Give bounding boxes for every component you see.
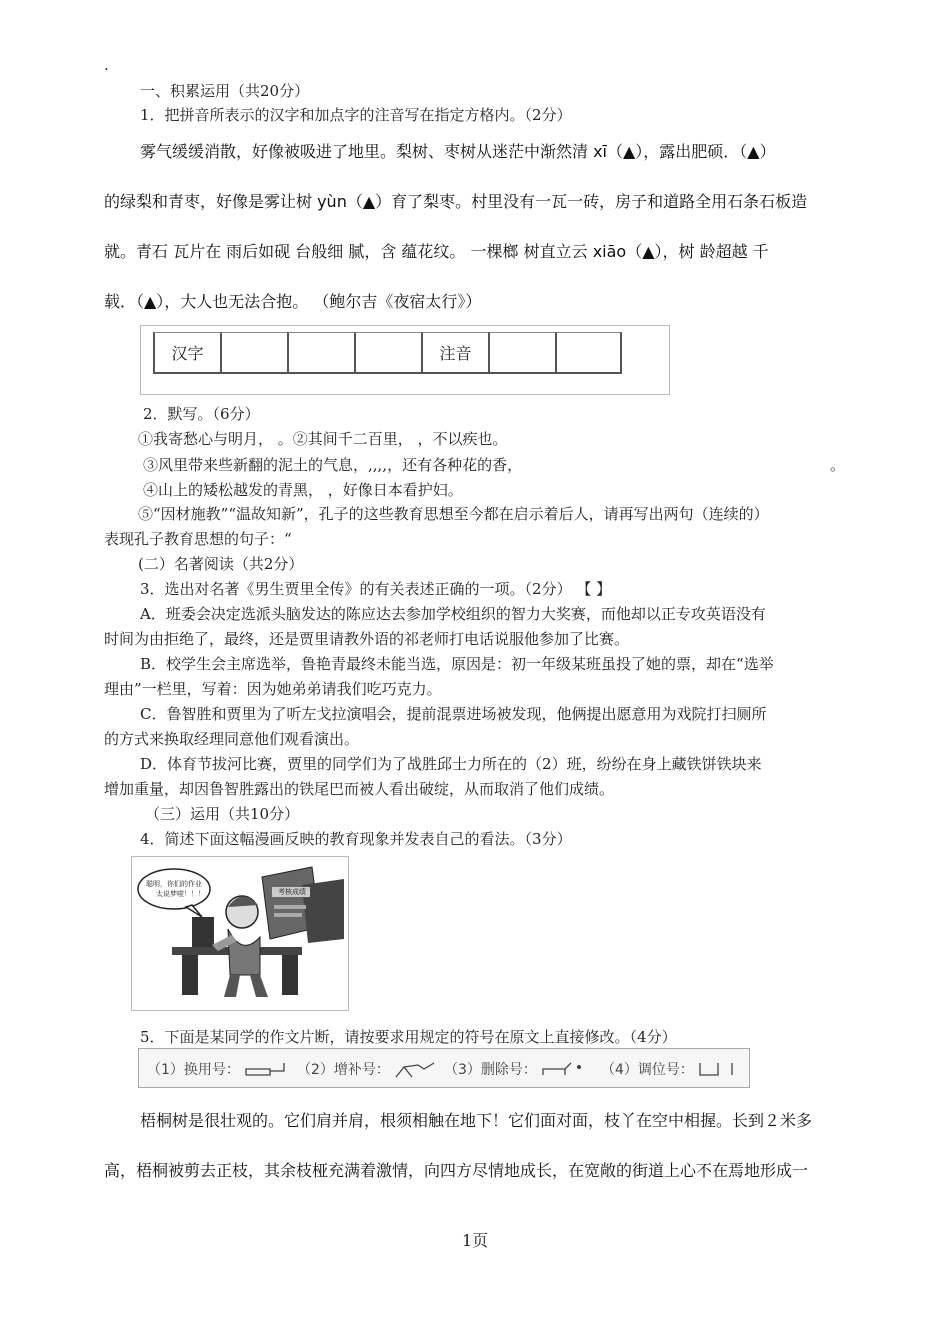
symbol-replace (147, 1059, 304, 1079)
q3-option-line: 的方式来换取经理同意他们观看演出。 (104, 730, 360, 748)
grid-cell[interactable] (555, 332, 622, 374)
cartoon-image (131, 856, 349, 1011)
grid-cell[interactable] (354, 332, 421, 374)
grid-label-zhuyin: 注音 (421, 332, 488, 374)
q3-option-line: D．体育节拔河比赛，贾里的同学们为了战胜邱士力所在的（2）班，纷纷在身上藏铁饼铁块来 (140, 755, 762, 773)
q3-option-line: A．班委会决定选派头脑发达的陈应达去参加学校组织的智力大奖赛，而他却以正专攻英语没有 (140, 605, 766, 623)
delete-mark-icon (541, 1061, 591, 1079)
insert-mark-icon (394, 1061, 444, 1079)
answer-grid (140, 325, 670, 395)
q2-line: ③风里带来些新翻的泥土的气息，,,,,，还有各种花的香， (143, 456, 523, 474)
q1-passage-line: 雾气缓缓消散，好像被吸进了地里。梨树、枣树从迷茫中渐然清 xī（▲），露出肥硕．（▲） (140, 142, 776, 161)
q4-title: 4．简述下面这幅漫画反映的教育现象并发表自己的看法。（3分） (140, 830, 572, 848)
replace-mark-icon (244, 1061, 304, 1079)
section-3-title: （三）运用（共10分） (145, 805, 300, 823)
symbol-replace-label: （1）换用号： (147, 1062, 240, 1078)
q2-line: ⑤“因材施教”“温故知新”，孔子的这些教育思想至今都在启示着后人，请再写出两句（连续的） (138, 505, 769, 523)
cartoon-bubble-text: 太说梦啦！！！ (156, 890, 205, 898)
page-number: 1页 (462, 1231, 489, 1250)
q3-option-line: 增加重量，却因鲁智胜露出的铁尾巴而被人看出破绽，从而取消了他们成绩。 (104, 780, 615, 798)
q3-option-line: 理由”一栏里，写着：因为她弟弟请我们吃巧克力。 (104, 680, 442, 698)
q3-title: 3．选出对名著《男生贾里全传》的有关表述正确的一项。（2分） 【 】 (140, 580, 612, 598)
section-1-title: 一、积累运用（共20分） (140, 82, 310, 100)
cartoon-bubble-text: 聪明，你们的作业 (146, 880, 202, 888)
q2-line: 表现孔子教育思想的句子：“ (104, 530, 292, 548)
grid-cell[interactable] (488, 332, 555, 374)
symbol-delete-label: （3）删除号： (444, 1062, 537, 1078)
q5-passage-line: 梧桐树是很壮观的。它们肩并肩，根须相触在地下！它们面对面，枝丫在空中相握。长到２米多 (140, 1111, 813, 1130)
q5-passage-line: 高，梧桐被剪去正枝，其余枝桠充满着激情，向四方尽情地成长，在宽敞的街道上心不在焉地形成一 (104, 1161, 809, 1180)
q2-title: 2．默写。（6分） (143, 405, 260, 423)
q3-option-line: C．鲁智胜和贾里为了听左戈拉演唱会，提前混票进场被发现，他俩提出愿意用为戏院打扫厕所 (140, 705, 767, 723)
symbol-swap (601, 1059, 754, 1079)
grid-cell[interactable] (220, 332, 287, 374)
symbol-delete (444, 1059, 591, 1079)
swap-mark-icon (698, 1061, 754, 1079)
q3-option-line: B．校学生会主席选举，鲁艳青最终未能当选，原因是：初一年级某班虽投了她的票，却在“选举 (140, 655, 774, 673)
q2-line-end: 。 (830, 456, 846, 474)
q3-option-line: 时间为由拒绝了，最终，还是贾里请教外语的祁老师打电话说服他参加了比赛。 (104, 630, 630, 648)
symbol-swap-label: （4）调位号： (601, 1062, 694, 1078)
symbol-insert (297, 1059, 444, 1079)
section-2-title: (二）名著阅读（共2分） (138, 555, 304, 573)
q2-line: ①我寄愁心与明月， 。②其间千二百里， ，不以疾也。 (138, 430, 508, 448)
q1-passage-line: 的绿梨和青枣，好像是雾让树 yùn（▲）育了梨枣。村里没有一瓦一砖，房子和道路全用石条石板造 (104, 192, 808, 211)
q2-line: ④山上的矮松越发的青黑， ，好像日本看护妇。 (143, 481, 463, 499)
q1-passage-line: 载．（▲），大人也无法合抱。 （鲍尔吉《夜宿太行》） (104, 292, 482, 311)
grid-label-hanzi: 汉字 (153, 332, 220, 374)
symbol-insert-label: （2）增补号： (297, 1062, 390, 1078)
grid-cell[interactable] (287, 332, 354, 374)
q1-title: 1．把拼音所表示的汉字和加点字的注音写在指定方格内。（2分） (140, 106, 572, 124)
q1-passage-line: 就。青石 瓦片在 雨后如砚 台般细 腻，含 蕴花纹。 一棵榔 树直立云 xiāo（▲），树 龄超越 千 (104, 242, 769, 261)
q5-title: 5．下面是某同学的作文片断，请按要求用规定的符号在原文上直接修改。（4分） (140, 1028, 677, 1046)
cartoon-poster-text: 考核成绩 (278, 888, 306, 896)
editing-symbols-bar (138, 1048, 750, 1088)
page-dot: . (104, 56, 109, 74)
